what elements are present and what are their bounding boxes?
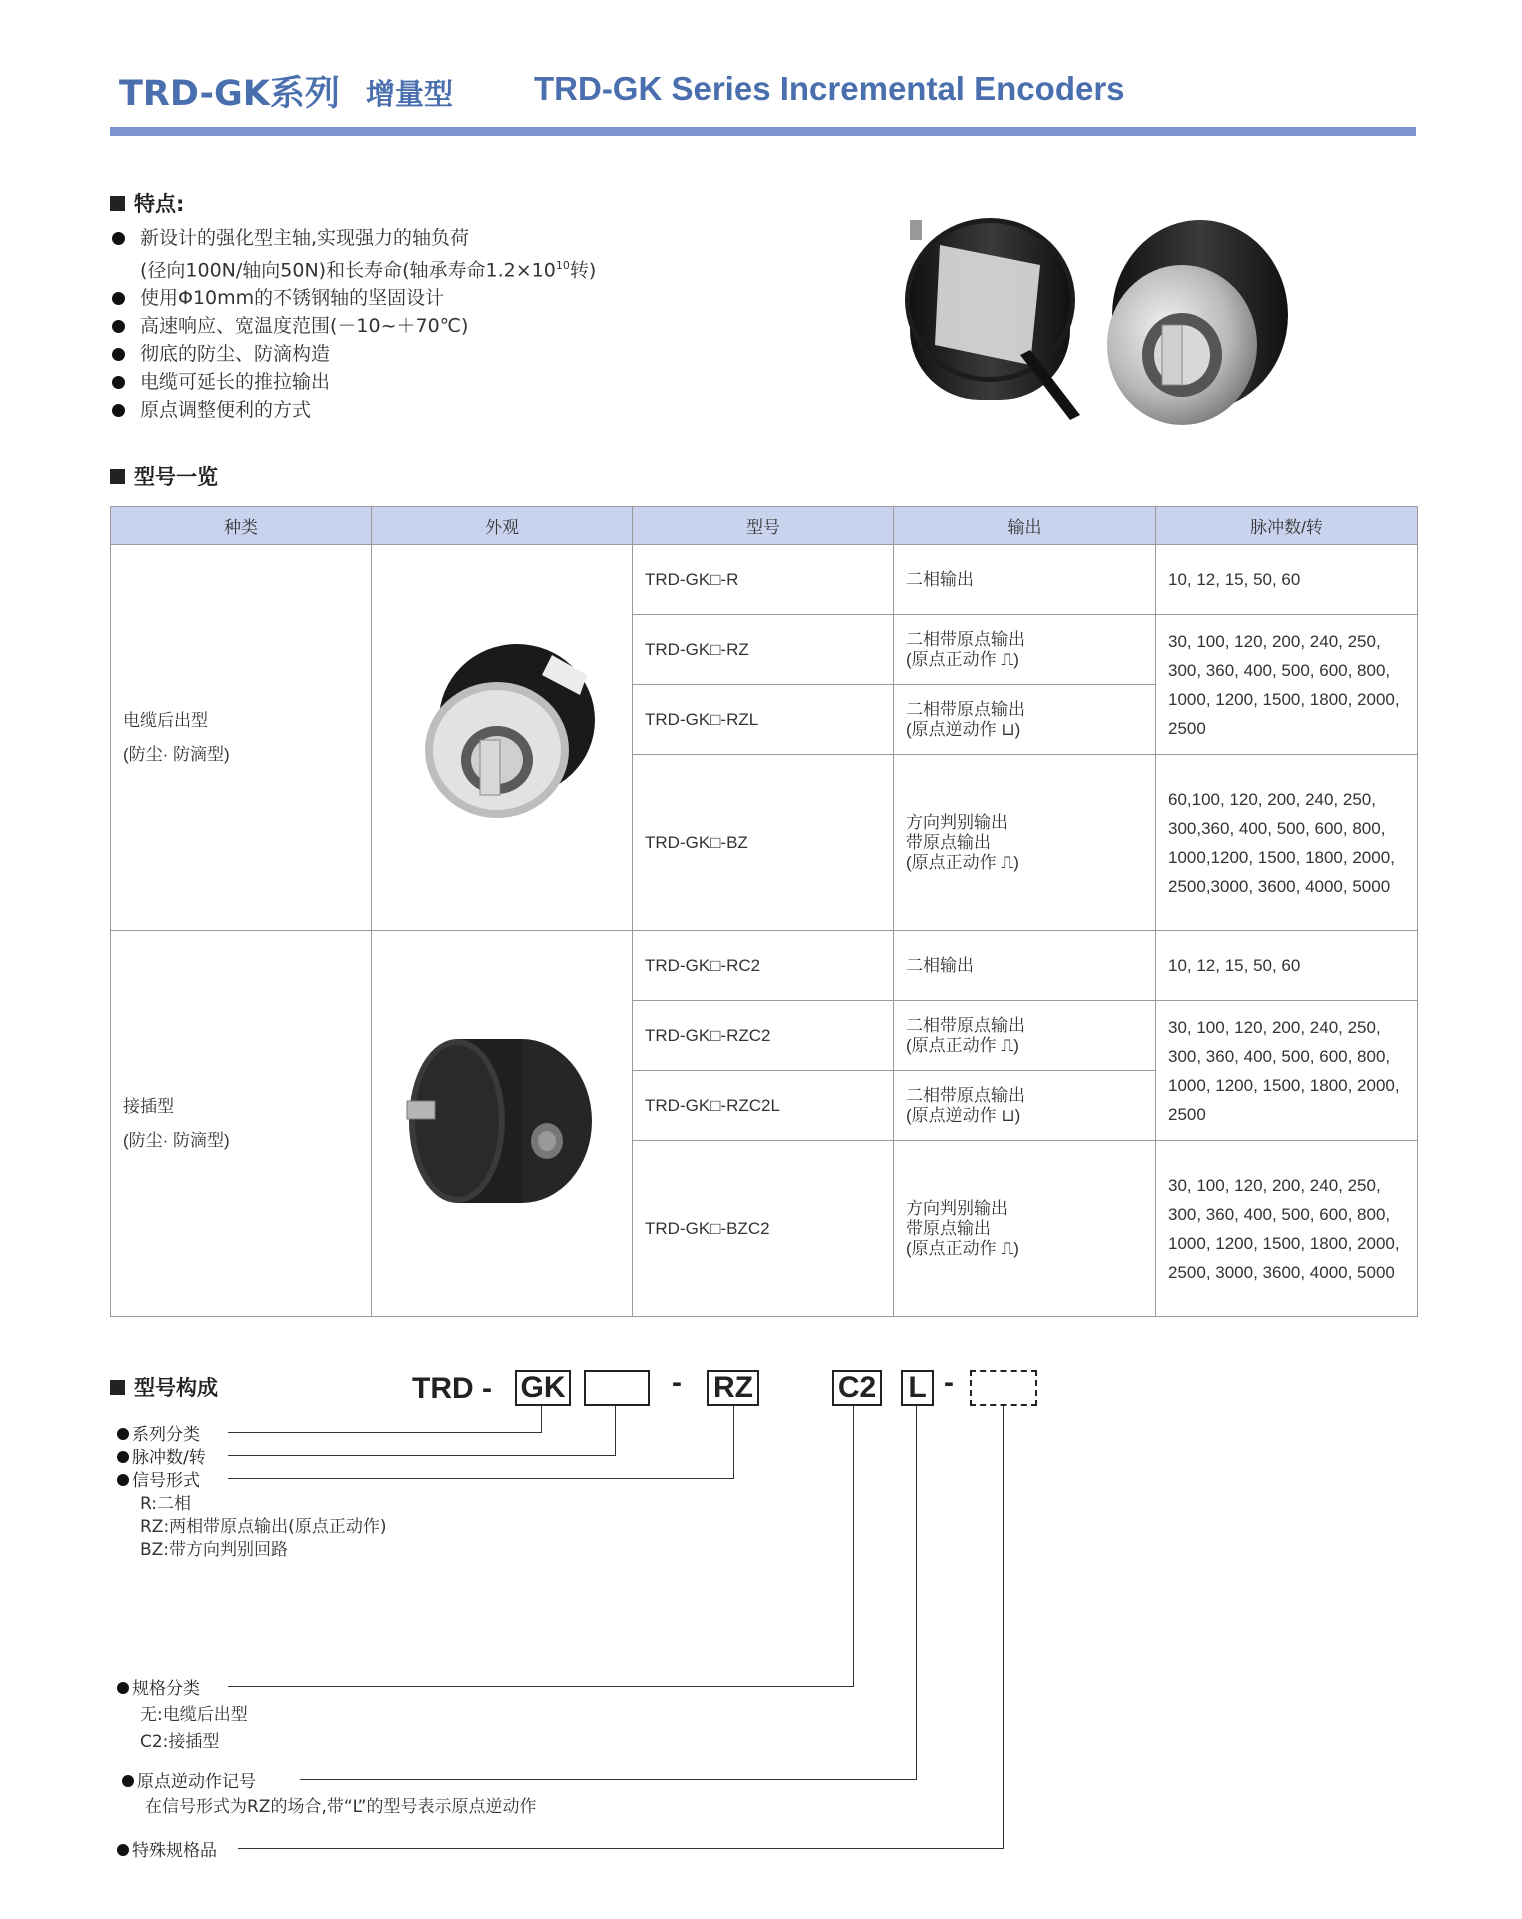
signal-option: RZ:两相带原点输出(原点正动作) [140, 1517, 387, 1537]
pulse-values: 30, 100, 120, 200, 240, 250, 300, 360, 400, 500, 600, 800, 1000, 1200, 1500, 1800, 2000, 2500, 3000, 3600, 4000, 5000 [1156, 1141, 1418, 1317]
column-header: 输出 [894, 507, 1156, 545]
features-list [112, 224, 732, 424]
model-code: TRD-GK□-RZC2 [633, 1001, 894, 1071]
table-header-row [111, 507, 1418, 545]
output-type: 二相带原点输出 (原点逆动作 ⊔) [894, 685, 1156, 755]
product-image-connector [372, 931, 633, 1317]
features-heading: 特点: [110, 188, 184, 218]
output-type: 方向判别输出 带原点输出 (原点正动作 ⎍) [894, 1141, 1156, 1317]
model-table [110, 506, 1418, 1317]
code-box-reverse: L [901, 1370, 934, 1406]
bullet-icon [117, 1682, 129, 1694]
output-type: 二相带原点输出 (原点正动作 ⎍) [894, 615, 1156, 685]
code-dash: - [672, 1366, 682, 1399]
connector-line [228, 1686, 854, 1687]
label-special: 特殊规格品 [117, 1836, 217, 1861]
code-box-pulses [584, 1370, 650, 1406]
square-bullet-icon [110, 469, 125, 484]
signal-option: BZ:带方向判别回路 [140, 1540, 289, 1560]
type-cell: 电缆后出型 (防尘· 防滴型) [111, 545, 372, 931]
reverse-description: 在信号形式为RZ的场合,带“L”的型号表示原点逆动作 [145, 1797, 537, 1817]
bullet-icon [117, 1451, 129, 1463]
bullet-icon [112, 404, 125, 417]
model-code: TRD-GK□-RZC2L [633, 1071, 894, 1141]
table-row [111, 931, 1418, 1001]
connector-line [916, 1406, 917, 1780]
connector-line [228, 1432, 542, 1433]
feature-item: 高速响应、宽温度范围(－10~＋70℃) [112, 312, 732, 340]
bullet-icon [112, 320, 125, 333]
connector-line [238, 1848, 1004, 1849]
code-box-special [970, 1370, 1037, 1406]
spec-option: C2:接插型 [140, 1732, 220, 1752]
column-header: 型号 [633, 507, 894, 545]
code-dash: - [944, 1366, 954, 1399]
pulse-values: 10, 12, 15, 50, 60 [1156, 931, 1418, 1001]
bullet-icon [112, 292, 125, 305]
column-header: 种类 [111, 507, 372, 545]
page-title-english: TRD-GK Series Incremental Encoders [534, 70, 1125, 107]
feature-item: 原点调整便利的方式 [112, 396, 732, 424]
bullet-icon [122, 1775, 134, 1787]
code-box-spec: C2 [832, 1370, 882, 1406]
model-structure-heading: 型号构成 [110, 1372, 218, 1402]
model-code: TRD-GK□-RZ [633, 615, 894, 685]
connector-line [853, 1406, 854, 1687]
code-box-series: GK [515, 1370, 571, 1406]
connector-line [733, 1406, 734, 1479]
connector-line [1003, 1406, 1004, 1849]
column-header: 脉冲数/转 [1156, 507, 1418, 545]
model-code: TRD-GK□-RZL [633, 685, 894, 755]
bullet-icon [117, 1428, 129, 1440]
signal-option: R:二相 [140, 1494, 192, 1514]
bullet-icon [117, 1474, 129, 1486]
page-subtitle: 增量型 [366, 77, 454, 111]
label-series: 系列分类 [117, 1420, 200, 1445]
output-type: 二相带原点输出 (原点正动作 ⎍) [894, 1001, 1156, 1071]
feature-item: 使用Φ10mm的不锈钢轴的坚固设计 [112, 284, 732, 312]
pulse-values: 30, 100, 120, 200, 240, 250, 300, 360, 400, 500, 600, 800, 1000, 1200, 1500, 1800, 2000, 2500 [1156, 615, 1418, 755]
table-row [111, 545, 1418, 615]
bullet-icon [112, 232, 125, 245]
label-pulses: 脉冲数/转 [117, 1443, 206, 1468]
model-list-heading: 型号一览 [110, 461, 218, 491]
output-type: 二相输出 [894, 931, 1156, 1001]
spec-option: 无:电缆后出型 [140, 1705, 248, 1725]
bullet-icon [112, 348, 125, 361]
title-divider [110, 127, 1416, 136]
connector-line [541, 1406, 542, 1433]
pulse-values: 10, 12, 15, 50, 60 [1156, 545, 1418, 615]
output-type: 二相输出 [894, 545, 1156, 615]
model-code: TRD-GK□-BZC2 [633, 1141, 894, 1317]
feature-item: 新设计的强化型主轴,实现强力的轴负荷 (径向100N/轴向50N)和长寿命(轴承寿命$1.2\times 10^{10}$转) [112, 224, 732, 284]
column-header: 外观 [372, 507, 633, 545]
label-spec: 规格分类 [117, 1674, 200, 1699]
square-bullet-icon [110, 1380, 125, 1395]
connector-line [300, 1779, 917, 1780]
code-box-signal: RZ [707, 1370, 759, 1406]
model-code: TRD-GK□-BZ [633, 755, 894, 931]
product-photo [880, 205, 1360, 445]
model-code: TRD-GK□-R [633, 545, 894, 615]
type-cell: 接插型 (防尘· 防滴型) [111, 931, 372, 1317]
output-type: 二相带原点输出 (原点逆动作 ⊔) [894, 1071, 1156, 1141]
page-title: TRD-GK系列 [119, 74, 340, 114]
connector-line [228, 1455, 616, 1456]
pulse-values: 60,100, 120, 200, 240, 250, 300,360, 400, 500, 600, 800, 1000,1200, 1500, 1800, 2000, 2500,3000, 3600, 4000, 5000 [1156, 755, 1418, 931]
label-signal: 信号形式 [117, 1466, 200, 1491]
output-type: 方向判别输出 带原点输出 (原点正动作 ⎍) [894, 755, 1156, 931]
feature-item: 彻底的防尘、防滴构造 [112, 340, 732, 368]
bullet-icon [112, 376, 125, 389]
connector-line [228, 1478, 734, 1479]
bullet-icon [117, 1844, 129, 1856]
feature-item: 电缆可延长的推拉输出 [112, 368, 732, 396]
code-prefix: TRD - [412, 1372, 492, 1405]
model-code: TRD-GK□-RC2 [633, 931, 894, 1001]
square-bullet-icon [110, 196, 125, 211]
label-reverse: 原点逆动作记号 [122, 1767, 256, 1792]
product-image-cable [372, 545, 633, 931]
pulse-values: 30, 100, 120, 200, 240, 250, 300, 360, 400, 500, 600, 800, 1000, 1200, 1500, 1800, 2000, 2500 [1156, 1001, 1418, 1141]
connector-line [615, 1406, 616, 1456]
